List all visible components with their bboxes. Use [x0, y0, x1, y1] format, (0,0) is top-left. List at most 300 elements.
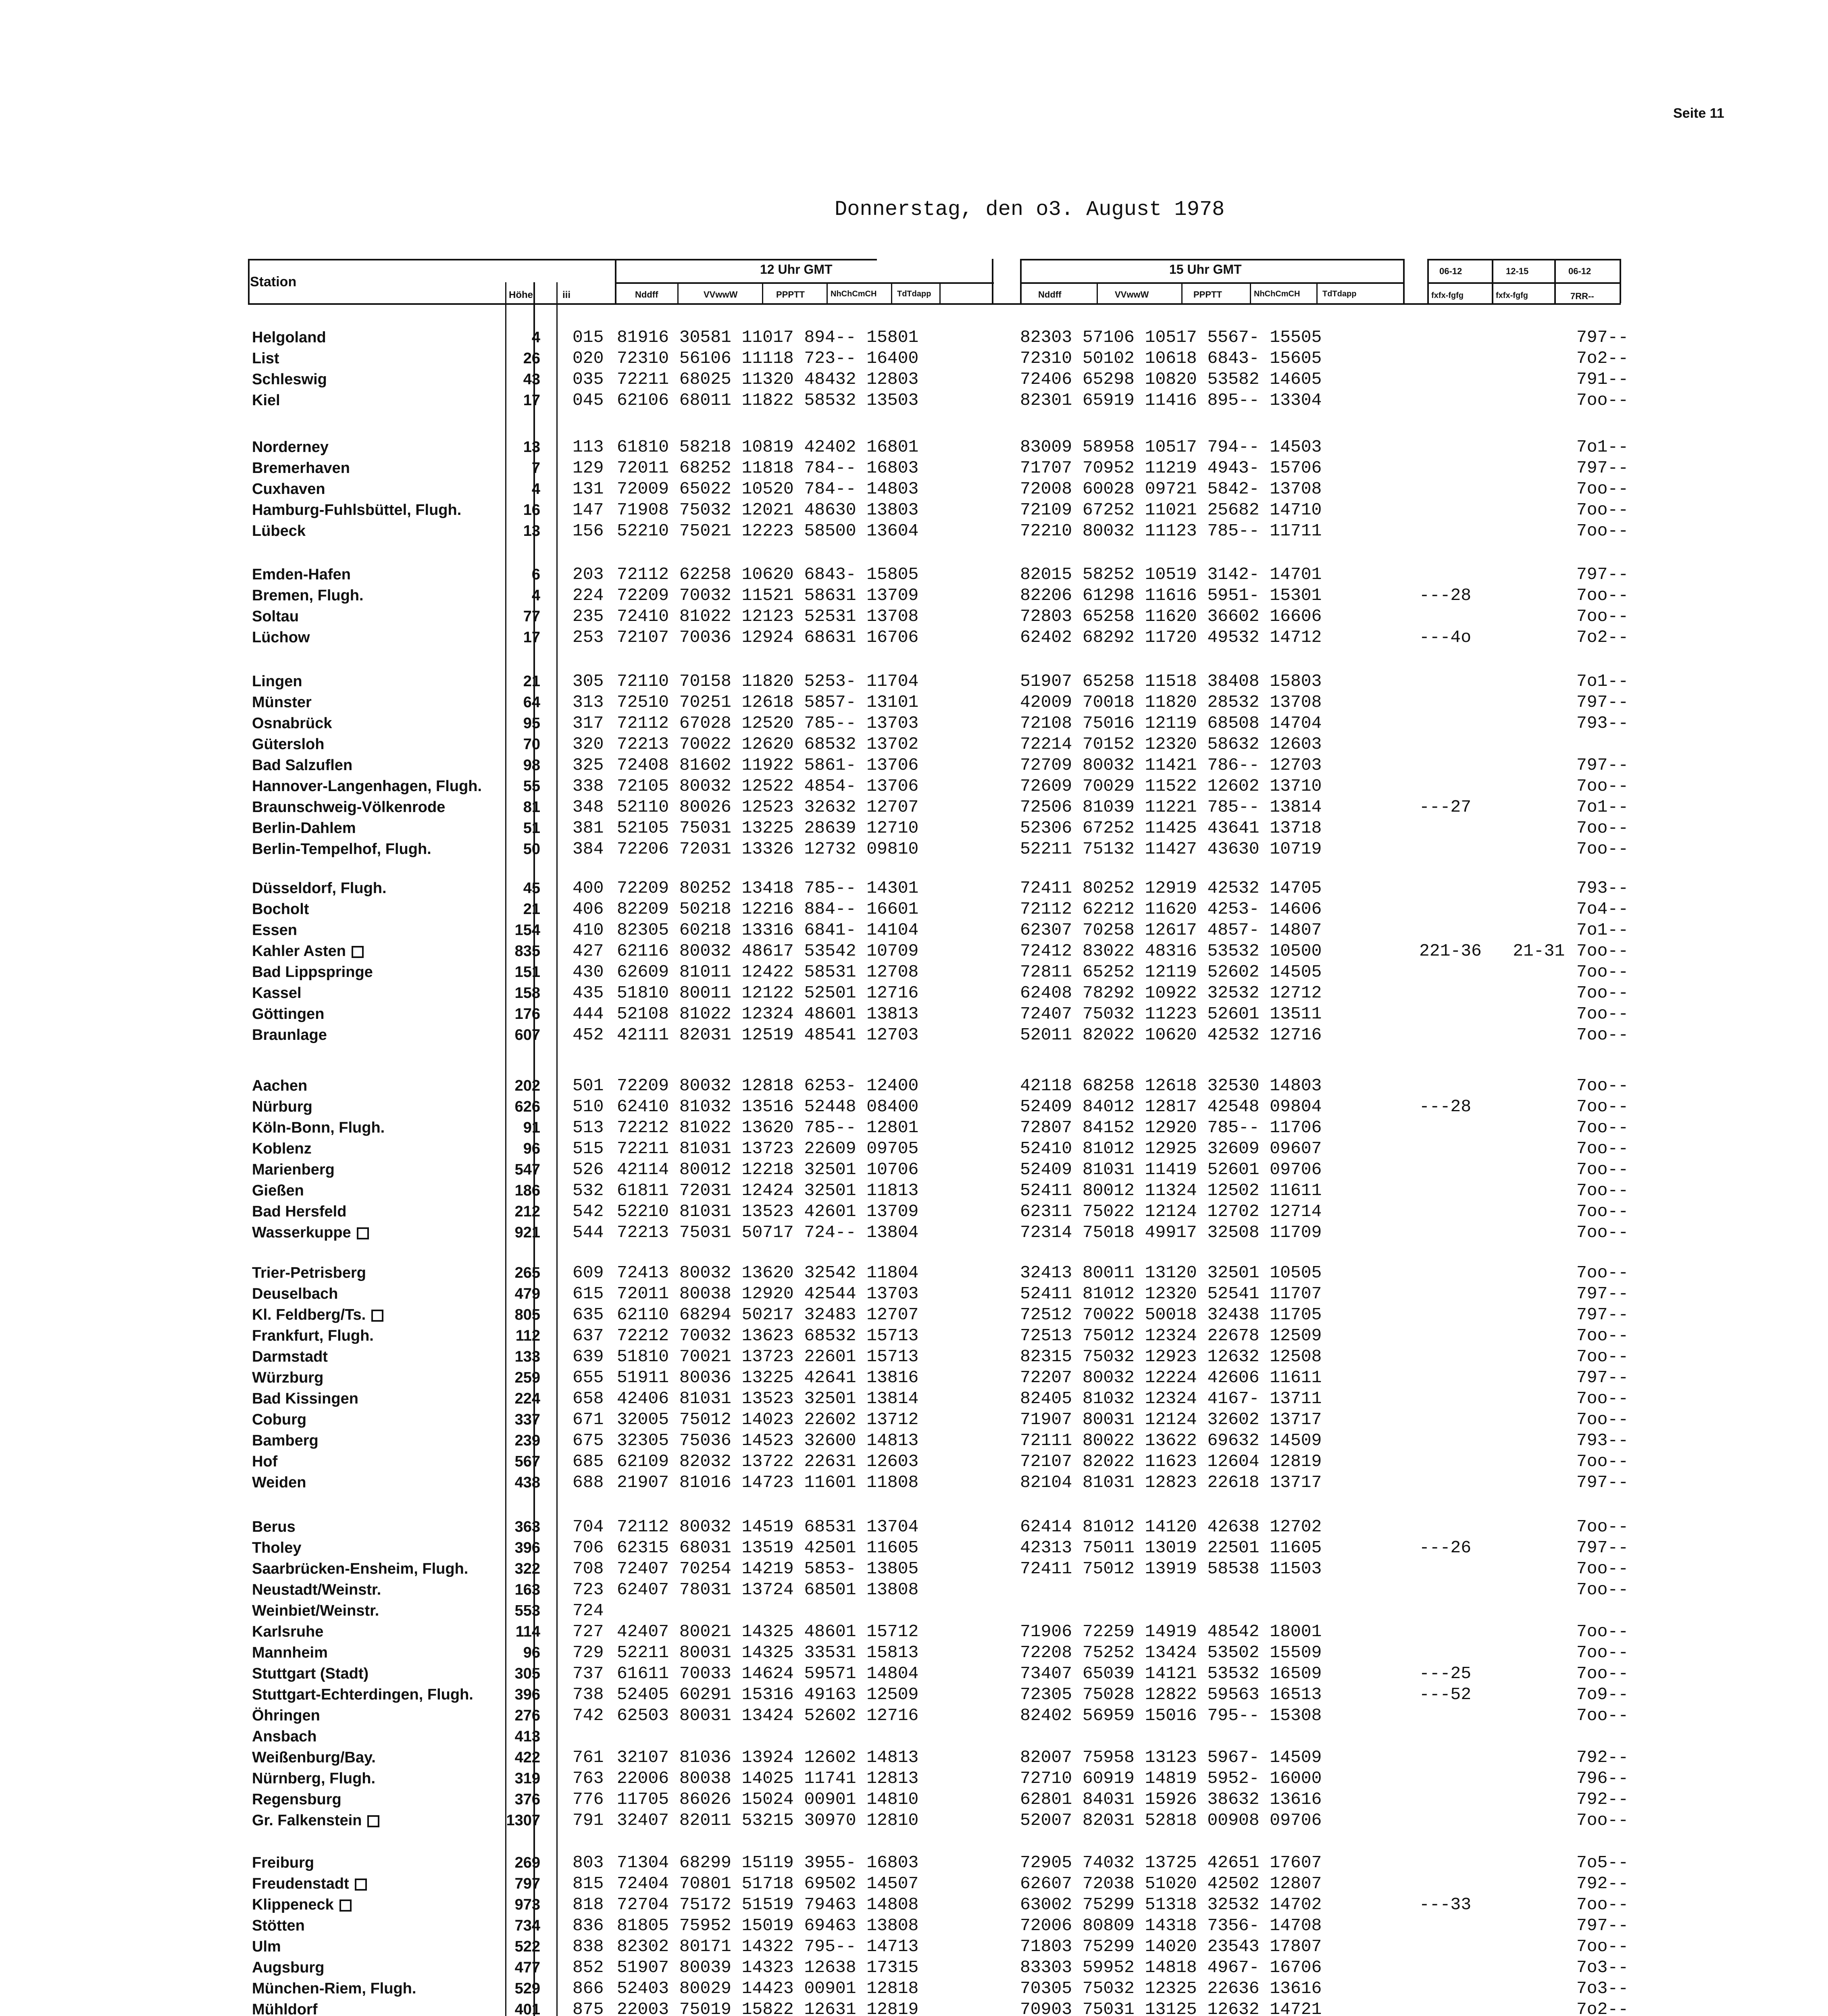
station-label: Hannover-Langenhagen, Flugh. — [252, 778, 482, 795]
station-number: 803 — [573, 1853, 604, 1872]
precip-code: 792-- — [1576, 1789, 1629, 1809]
station-number: 513 — [573, 1118, 604, 1137]
height-value: 259 — [514, 1369, 540, 1386]
height-value: 224 — [514, 1390, 540, 1407]
station-number: 317 — [573, 713, 604, 733]
precip-code: 797-- — [1576, 692, 1629, 712]
height-value: 396 — [514, 1686, 540, 1703]
obs-15utc: 71907 80031 12124 32602 13717 — [1020, 1410, 1322, 1429]
station-name — [252, 1431, 319, 1451]
obs-12utc: 72110 70158 11820 5253- 11704 — [617, 671, 919, 691]
station-number: 406 — [573, 899, 604, 919]
station-number: 836 — [573, 1916, 604, 1935]
station-label: Hamburg-Fuhlsbüttel, Flugh. — [252, 502, 462, 519]
obs-12utc: 62609 81011 12422 58531 12708 — [617, 962, 919, 982]
obs-15utc: 42118 68258 12618 32530 14803 — [1020, 1076, 1322, 1095]
obs-12utc: 72211 68025 11320 48432 12803 — [617, 369, 919, 389]
obs-15utc: 83009 58958 10517 794-- 14503 — [1020, 437, 1322, 457]
obs-12utc: 42406 81031 13523 32501 13814 — [617, 1389, 919, 1408]
station-number: 338 — [573, 776, 604, 796]
station-number: 866 — [573, 1979, 604, 1998]
precip-code: 7o2-- — [1576, 348, 1629, 368]
open-square-icon — [355, 1879, 367, 1891]
station-label: Braunlage — [252, 1027, 327, 1043]
obs-12utc: 11705 86026 15024 00901 14810 — [617, 1789, 919, 1809]
c12-1: VVwwW — [704, 289, 738, 300]
obs-12utc: 62109 82032 13722 22631 12603 — [617, 1452, 919, 1471]
c15-2: PPPTT — [1193, 289, 1222, 300]
c15-4: TdTdapp — [1322, 289, 1357, 298]
obs-15utc: 62801 84031 15926 38632 13616 — [1020, 1789, 1322, 1809]
obs-15utc: 72210 80032 11123 785-- 11711 — [1020, 521, 1322, 541]
station-number: 452 — [573, 1025, 604, 1045]
gust-remark: ---28 — [1419, 585, 1472, 605]
station-number: 685 — [573, 1452, 604, 1471]
station-label: Weißenburg/Bay. — [252, 1749, 376, 1766]
precip-code: 792-- — [1576, 1747, 1629, 1767]
precip-code: 796-- — [1576, 1768, 1629, 1788]
precip-code: 7oo-- — [1576, 1937, 1629, 1956]
station-name — [252, 627, 310, 648]
station-name — [252, 1223, 369, 1243]
station-label: Nürburg — [252, 1098, 312, 1115]
height-value: 805 — [514, 1306, 540, 1323]
height-value: 98 — [523, 757, 540, 774]
station-label: Bad Hersfeld — [252, 1203, 347, 1220]
station-name — [252, 1181, 304, 1201]
station-number: 348 — [573, 797, 604, 817]
obs-12utc: 81805 75952 15019 69463 13808 — [617, 1916, 919, 1935]
obs-12utc: 82305 60218 13316 6841- 14104 — [617, 920, 919, 940]
precip-code: 797-- — [1576, 1916, 1629, 1935]
obs-12utc: 72212 70032 13623 68532 15713 — [617, 1326, 919, 1345]
station-name — [252, 348, 279, 369]
station-name — [252, 1664, 369, 1684]
station-name — [252, 839, 431, 859]
station-label: Köln-Bonn, Flugh. — [252, 1119, 385, 1136]
height-value: 396 — [514, 1539, 540, 1556]
height-value: 522 — [514, 1938, 540, 1955]
obs-15utc: 52409 81031 11419 52601 09706 — [1020, 1160, 1322, 1179]
station-number: 727 — [573, 1622, 604, 1641]
obs-12utc: 62407 78031 13724 68501 13808 — [617, 1580, 919, 1599]
obs-12utc: 52405 60291 15316 49163 12509 — [617, 1685, 919, 1704]
height-value: 1307 — [506, 1812, 540, 1829]
station-number: 384 — [573, 839, 604, 859]
height-value: 17 — [523, 629, 540, 646]
obs-12utc: 72107 70036 12924 68631 16706 — [617, 627, 919, 647]
obs-15utc: 62607 72038 51020 42502 12807 — [1020, 1874, 1322, 1893]
gust-remark: ---27 — [1419, 797, 1472, 817]
height-value: 151 — [514, 964, 540, 981]
gust-remark: 221-36 21-31 — [1419, 941, 1565, 961]
iii-header: iii — [562, 289, 571, 300]
station-number: 724 — [573, 1601, 604, 1620]
precip-code: 7oo-- — [1576, 1389, 1629, 1408]
height-value: 7 — [531, 460, 540, 477]
obs-12utc: 72404 70801 51718 69502 14507 — [617, 1874, 919, 1893]
station-number: 875 — [573, 1999, 604, 2016]
station-number: 224 — [573, 585, 604, 605]
gust-remark: ---25 — [1419, 1664, 1472, 1683]
station-number: 639 — [573, 1347, 604, 1366]
station-label: Darmstadt — [252, 1348, 328, 1365]
station-label: Kahler Asten — [252, 943, 346, 960]
obs-12utc: 52211 80031 14325 33531 15813 — [617, 1643, 919, 1662]
station-label: Göttingen — [252, 1006, 325, 1023]
station-number: 737 — [573, 1664, 604, 1683]
station-number: 729 — [573, 1643, 604, 1662]
obs-15utc: 72008 60028 09721 5842- 13708 — [1020, 479, 1322, 499]
obs-15utc: 83303 59952 14818 4967- 16706 — [1020, 1958, 1322, 1977]
obs-12utc: 51810 70021 13723 22601 15713 — [617, 1347, 919, 1366]
obs-12utc: 72510 70251 12618 5857- 13101 — [617, 692, 919, 712]
station-label: München-Riem, Flugh. — [252, 1980, 416, 1997]
station-label: Hof — [252, 1453, 278, 1470]
station-label: Lüchow — [252, 629, 310, 646]
height-value: 626 — [514, 1098, 540, 1115]
obs-12utc: 42114 80012 12218 32501 10706 — [617, 1160, 919, 1179]
obs-12utc: 62110 68294 50217 32483 12707 — [617, 1305, 919, 1325]
station-name — [252, 390, 280, 410]
station-label: Norderney — [252, 439, 329, 456]
station-label: Kassel — [252, 985, 302, 1002]
obs-12utc: 72209 80252 13418 785-- 14301 — [617, 878, 919, 898]
obs-15utc: 72006 80809 14318 7356- 14708 — [1020, 1916, 1322, 1935]
station-label: Osnabrück — [252, 715, 332, 732]
open-square-icon — [339, 1899, 352, 1912]
precip-code: 7oo-- — [1576, 983, 1629, 1003]
obs-15utc: 71707 70952 11219 4943- 15706 — [1020, 458, 1322, 478]
obs-12utc: 72211 81031 13723 22609 09705 — [617, 1139, 919, 1158]
obs-15utc: 51907 65258 11518 38408 15803 — [1020, 671, 1322, 691]
obs-15utc: 42313 75011 13019 22501 11605 — [1020, 1538, 1322, 1558]
obs-15utc: 71803 75299 14020 23543 17807 — [1020, 1937, 1322, 1956]
precip-code: 7oo-- — [1576, 1622, 1629, 1641]
station-label: Nürnberg, Flugh. — [252, 1770, 376, 1787]
obs-15utc: 52007 82031 52818 00908 09706 — [1020, 1810, 1322, 1830]
obs-15utc: 62311 75022 12124 12702 12714 — [1020, 1202, 1322, 1221]
obs-12utc: 72413 80032 13620 32542 11804 — [617, 1263, 919, 1283]
obs-12utc: 42407 80021 14325 48601 15712 — [617, 1622, 919, 1641]
precip-code: 7oo-- — [1576, 1223, 1629, 1242]
height-value: 21 — [523, 673, 540, 690]
station-name — [252, 776, 482, 796]
station-name — [252, 606, 299, 627]
precip-code: 7o1-- — [1576, 797, 1629, 817]
obs-15utc: 72208 75252 13424 53502 15509 — [1020, 1643, 1322, 1662]
station-label: Weinbiet/Weinstr. — [252, 1602, 379, 1619]
station-number: 410 — [573, 920, 604, 940]
station-number: 325 — [573, 755, 604, 775]
station-name — [252, 713, 332, 733]
station-number: 723 — [573, 1580, 604, 1599]
station-name — [252, 1452, 277, 1472]
station-label: Marienberg — [252, 1161, 335, 1178]
station-label: Ansbach — [252, 1728, 317, 1745]
obs-15utc: 82007 75958 13123 5967- 14509 — [1020, 1747, 1322, 1767]
station-name — [252, 1580, 381, 1600]
obs-15utc: 42009 70018 11820 28532 13708 — [1020, 692, 1322, 712]
station-label: Trier-Petrisberg — [252, 1264, 366, 1281]
station-name — [252, 1517, 296, 1537]
r1-sub: fxfx-fgfg — [1431, 291, 1464, 300]
station-name — [252, 1747, 376, 1768]
obs-12utc: 72310 56106 11118 723-- 16400 — [617, 348, 919, 368]
obs-12utc: 52110 80026 12523 32632 12707 — [617, 797, 919, 817]
height-value: 567 — [514, 1453, 540, 1470]
station-number: 430 — [573, 962, 604, 982]
station-label: Kiel — [252, 392, 280, 409]
height-value: 422 — [514, 1749, 540, 1766]
station-name — [252, 1305, 383, 1325]
r3-sub: 7RR-- — [1570, 291, 1594, 301]
station-label: Bad Salzuflen — [252, 757, 353, 774]
obs-15utc: 72107 82022 11623 12604 12819 — [1020, 1452, 1322, 1471]
station-number: 131 — [573, 479, 604, 499]
station-name — [252, 983, 302, 1003]
obs-15utc: 63002 75299 51318 32532 14702 — [1020, 1895, 1322, 1914]
station-number: 526 — [573, 1160, 604, 1179]
obs-12utc: 52210 81031 13523 42601 13709 — [617, 1202, 919, 1221]
obs-12utc: 32305 75036 14523 32600 14813 — [617, 1431, 919, 1450]
station-number: 427 — [573, 941, 604, 961]
height-value: 401 — [514, 2001, 540, 2016]
obs-12utc: 72408 81602 11922 5861- 13706 — [617, 755, 919, 775]
precip-code: 7o9-- — [1576, 1685, 1629, 1704]
gust-remark: ---26 — [1419, 1538, 1472, 1558]
obs-12utc: 82302 80171 14322 795-- 14713 — [617, 1937, 919, 1956]
block-12-header: 12 Uhr GMT — [760, 262, 833, 277]
obs-15utc: 70305 75032 12325 22636 13616 — [1020, 1979, 1322, 1998]
station-name — [252, 1685, 473, 1705]
height-value: 21 — [523, 901, 540, 918]
station-name — [252, 899, 309, 919]
height-value: 305 — [514, 1665, 540, 1682]
obs-12utc: 72407 70254 14219 5853- 13805 — [617, 1559, 919, 1579]
height-value: 70 — [523, 736, 540, 753]
station-number: 253 — [573, 627, 604, 647]
height-value: 835 — [514, 943, 540, 960]
precip-code: 797-- — [1576, 1538, 1629, 1558]
station-number: 235 — [573, 606, 604, 626]
station-name — [252, 1979, 416, 1999]
height-value: 26 — [523, 350, 540, 367]
station-label: Bremen, Flugh. — [252, 587, 364, 604]
station-number: 615 — [573, 1284, 604, 1304]
precip-code: 797-- — [1576, 327, 1629, 347]
station-name — [252, 479, 325, 499]
station-name — [252, 878, 387, 898]
height-value: 50 — [523, 841, 540, 858]
obs-15utc: 72407 75032 11223 52601 13511 — [1020, 1004, 1322, 1024]
station-name — [252, 941, 364, 961]
precip-code: 7oo-- — [1576, 1004, 1629, 1024]
obs-15utc: 62408 78292 10922 32532 12712 — [1020, 983, 1322, 1003]
height-value: 114 — [515, 1623, 540, 1640]
station-name — [252, 1727, 316, 1747]
r2-header: 12-15 — [1506, 266, 1529, 276]
height-value: 553 — [514, 1602, 540, 1619]
height-value: 322 — [514, 1560, 540, 1577]
precip-code: 7oo-- — [1576, 1139, 1629, 1158]
station-number: 320 — [573, 734, 604, 754]
obs-12utc: 72112 62258 10620 6843- 15805 — [617, 564, 919, 584]
precip-code: 7oo-- — [1576, 1452, 1629, 1471]
precip-code: 797-- — [1576, 1472, 1629, 1492]
obs-15utc: 72412 83022 48316 53532 10500 — [1020, 941, 1322, 961]
station-name — [252, 1768, 375, 1789]
station-name — [252, 1284, 338, 1304]
precip-code: 7oo-- — [1576, 962, 1629, 982]
station-label: Stötten — [252, 1917, 305, 1934]
station-number: 045 — [573, 390, 604, 410]
station-name — [252, 1004, 324, 1024]
obs-15utc: 72513 75012 12324 22678 12509 — [1020, 1326, 1322, 1345]
precip-code: 7oo-- — [1576, 1517, 1629, 1537]
station-number: 444 — [573, 1004, 604, 1024]
precip-code: 7o5-- — [1576, 1853, 1629, 1872]
height-value: 797 — [514, 1875, 540, 1892]
station-name — [252, 1160, 335, 1180]
station-label: Stuttgart (Stadt) — [252, 1665, 369, 1682]
obs-12utc: 82209 50218 12216 884-- 16601 — [617, 899, 919, 919]
precip-code: 7oo-- — [1576, 1025, 1629, 1045]
height-value: 77 — [523, 608, 540, 625]
station-label: Berus — [252, 1518, 296, 1535]
station-name — [252, 1410, 306, 1430]
height-value: 96 — [523, 1140, 540, 1157]
station-name — [252, 1326, 374, 1346]
obs-15utc: 72207 80032 12224 42606 11611 — [1020, 1368, 1322, 1387]
height-value: 158 — [514, 985, 540, 1002]
height-value: 529 — [514, 1980, 540, 1997]
obs-15utc: 72305 75028 12822 59563 16513 — [1020, 1685, 1322, 1704]
height-value: 17 — [523, 392, 540, 409]
obs-15utc: 52011 82022 10620 42532 12716 — [1020, 1025, 1322, 1045]
precip-code: 792-- — [1576, 1874, 1629, 1893]
height-value: 269 — [514, 1854, 540, 1871]
station-label: Soltau — [252, 608, 299, 625]
station-label: Öhringen — [252, 1707, 320, 1724]
r2-sub: fxfx-fgfg — [1496, 291, 1528, 300]
height-value: 376 — [514, 1791, 540, 1808]
station-number: 435 — [573, 983, 604, 1003]
station-number: 313 — [573, 692, 604, 712]
station-number: 776 — [573, 1789, 604, 1809]
station-name — [252, 458, 350, 478]
obs-12utc: 72112 80032 14519 68531 13704 — [617, 1517, 919, 1537]
station-label: Wasserkuppe — [252, 1224, 351, 1241]
precip-code: 793-- — [1576, 878, 1629, 898]
height-value: 265 — [514, 1264, 540, 1281]
precip-code: 7oo-- — [1576, 500, 1629, 520]
obs-12utc: 72213 75031 50717 724-- 13804 — [617, 1223, 919, 1242]
obs-12utc: 51810 80011 12122 52501 12716 — [617, 983, 919, 1003]
station-label: Schleswig — [252, 371, 327, 388]
precip-code: 7oo-- — [1576, 1664, 1629, 1683]
station-name — [252, 1389, 358, 1409]
precip-code: 7o2-- — [1576, 627, 1629, 647]
gust-remark: ---33 — [1419, 1895, 1472, 1914]
obs-15utc: 82301 65919 11416 895-- 13304 — [1020, 390, 1322, 410]
obs-15utc: 72710 60919 14819 5952- 16000 — [1020, 1768, 1322, 1788]
precip-code: 7oo-- — [1576, 1263, 1629, 1283]
station-label: Münster — [252, 694, 312, 711]
obs-12utc: 61811 72031 12424 32501 11813 — [617, 1181, 919, 1200]
precip-code: 797-- — [1576, 755, 1629, 775]
height-value: 479 — [514, 1285, 540, 1302]
open-square-icon — [352, 946, 364, 958]
station-name — [252, 1202, 346, 1222]
station-name — [252, 1559, 468, 1579]
height-value: 973 — [514, 1896, 540, 1913]
station-number: 675 — [573, 1431, 604, 1450]
station-number: 015 — [573, 327, 604, 347]
station-number: 515 — [573, 1139, 604, 1158]
obs-15utc: 82303 57106 10517 5567- 15505 — [1020, 327, 1322, 347]
station-name — [252, 564, 351, 585]
obs-15utc: 73407 65039 14121 53532 16509 — [1020, 1664, 1322, 1683]
height-value: 4 — [531, 481, 540, 498]
station-label: Koblenz — [252, 1140, 312, 1157]
station-number: 852 — [573, 1958, 604, 1977]
station-name — [252, 920, 297, 940]
station-number: 544 — [573, 1223, 604, 1242]
obs-12utc: 62106 68011 11822 58532 13503 — [617, 390, 919, 410]
precip-code: 7oo-- — [1576, 1347, 1629, 1366]
station-name — [252, 369, 327, 389]
obs-12utc: 52210 75021 12223 58500 13604 — [617, 521, 919, 541]
obs-12utc: 32407 82011 53215 30970 12810 — [617, 1810, 919, 1830]
station-number: 400 — [573, 878, 604, 898]
precip-code: 7o3-- — [1576, 1958, 1629, 1977]
station-number: 147 — [573, 500, 604, 520]
open-square-icon — [371, 1310, 383, 1322]
station-number: 671 — [573, 1410, 604, 1429]
obs-15utc: 72609 70029 11522 12602 13710 — [1020, 776, 1322, 796]
precip-code: 7oo-- — [1576, 390, 1629, 410]
station-number: 609 — [573, 1263, 604, 1283]
obs-15utc: 72314 75018 49917 32508 11709 — [1020, 1223, 1322, 1242]
precip-code: 7oo-- — [1576, 1118, 1629, 1137]
obs-15utc: 72709 80032 11421 786-- 12703 — [1020, 755, 1322, 775]
station-number: 742 — [573, 1706, 604, 1725]
precip-code: 7oo-- — [1576, 1410, 1629, 1429]
obs-15utc: 52409 84012 12817 42548 09804 — [1020, 1097, 1322, 1116]
obs-15utc: 72111 80022 13622 69632 14509 — [1020, 1431, 1322, 1450]
height-value: 4 — [531, 329, 540, 346]
station-number: 203 — [573, 564, 604, 584]
obs-15utc: 52411 81012 12320 52541 11707 — [1020, 1284, 1322, 1304]
station-name — [252, 1706, 320, 1726]
precip-code: 7oo-- — [1576, 1643, 1629, 1662]
station-label: Berlin-Tempelhof, Flugh. — [252, 841, 431, 858]
station-label: Mühldorf — [252, 2001, 318, 2016]
obs-15utc: 72905 74032 13725 42651 17607 — [1020, 1853, 1322, 1872]
hoehe-header: Höhe — [509, 289, 533, 300]
station-number: 501 — [573, 1076, 604, 1095]
obs-15utc: 32413 80011 13120 32501 10505 — [1020, 1263, 1322, 1283]
station-label: Klippeneck — [252, 1896, 334, 1913]
station-label: Lübeck — [252, 523, 306, 539]
station-name — [252, 1937, 281, 1957]
station-label: Helgoland — [252, 329, 326, 346]
station-name — [252, 1263, 366, 1283]
gust-remark: ---52 — [1419, 1685, 1472, 1704]
open-square-icon — [357, 1227, 369, 1239]
obs-12utc: 72410 81022 12123 52531 13708 — [617, 606, 919, 626]
